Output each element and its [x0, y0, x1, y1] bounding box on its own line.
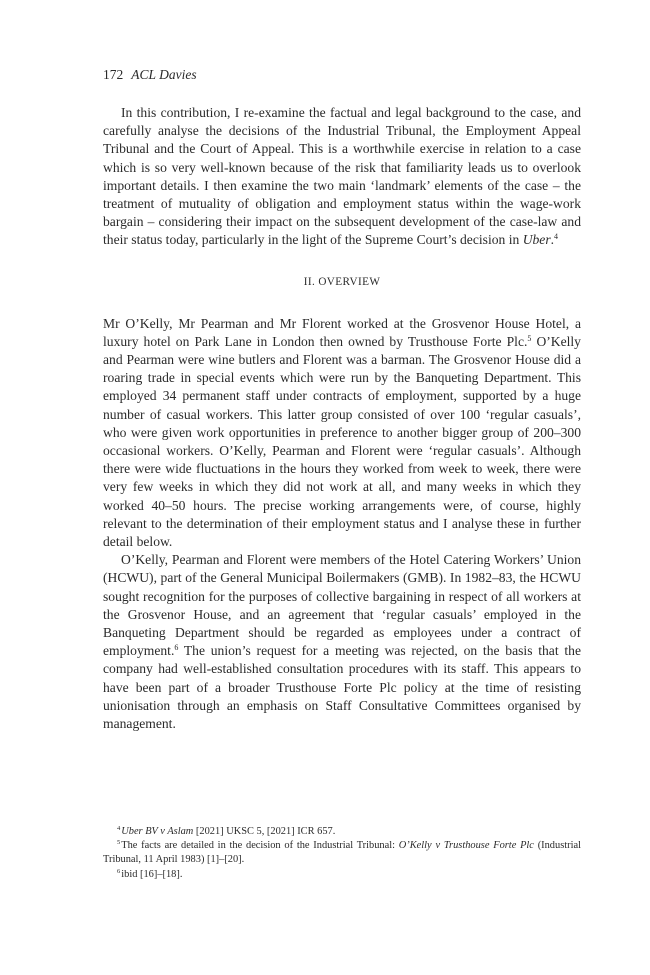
para2-text-b: The union’s request for a meeting was rejected, on the basis that the company had well-established consultation procedures with its staff. This appears to have been part of a broader Trusthouse Forte Plc policy at the time of resisting unionisation through an emphasis on Staff Consultative Committees organised by management. [103, 643, 581, 732]
overview-paragraph-2 [103, 551, 581, 733]
section-heading: II. OVERVIEW [303, 275, 381, 288]
footnote-4 [103, 825, 581, 839]
footnote-ref-5[interactable]: 5 [527, 333, 532, 343]
running-head-author: ACL Davies [131, 67, 197, 82]
intro-paragraph [103, 104, 581, 250]
body-text [103, 104, 581, 733]
page-number: 172 [103, 67, 124, 82]
footnote-text-continued: (Industrial Tribunal, 11 April 1983) [1]–[20]. [103, 840, 581, 866]
footnote-number: 4 [117, 825, 121, 832]
intro-case-name: Uber [522, 232, 551, 248]
footnote-case-name: O’Kelly v Trusthouse Forte Plc [398, 840, 534, 852]
intro-text: In this contribution, I re-examine the factual and legal background to the case, and carefully analyse the decisions of the Industrial Tribunal, the Employment Appeal Tribunal and the Court of Appeal. This is a worthwhile exercise in relation to a case which is so very well-known because of the risk that familiarity leads us to overlook important details. I then examine the two main ‘landmark’ elements of the case – the treatment of mutuality of obligation and employment status within the wage-work bargain – considering their impact on the subsequent development of the case-law and their status today, particularly in the light of the Supreme Court’s decision in [103, 105, 581, 248]
footnote-text: [2021] UKSC 5, [2021] ICR 657. [193, 826, 336, 837]
para1-text-a: Mr O’Kelly, Mr Pearman and Mr Florent worked at the Grosvenor House Hotel, a luxury hotel on Park Lane in London then owned by Trusthouse Forte Plc. [103, 315, 581, 349]
para2-text-a: O’Kelly, Pearman and Florent were members of the Hotel Catering Workers’ Union (HCWU), part of the General Municipal Boilermakers (GMB). In 1982–83, the HCWU sought recognition for the purposes of collective bargaining in respect of all workers at the Grosvenor House, and an agreement that ‘regular casuals’ employed in the Banqueting Department should be regarded as employees under a contract of employment. [103, 552, 581, 659]
running-head [103, 66, 197, 84]
overview-paragraph-1 [103, 315, 581, 552]
para1-text-b: O’Kelly and Pearman were wine butlers and Florent was a barman. The Grosvenor House did a roaring trade in special events which were run by the Banqueting Department. This employed 34 permanent staff under contracts of employment, supported by a huge number of casual workers. This latter group consisted of over 100 ‘regular casuals’, who were given work opportunities in preference to another bigger group of 200–300 occasional workers. O’Kelly, Pearman and Florent were ‘regular casuals’. Although there were wide fluctuations in the hours they worked from week to week, there were very few weeks in which they did not work at all, and many weeks in which they worked 40–50 hours. The precise working arrangements were, of course, highly relevant to the determination of their employment status and I analyse these in further detail below. [103, 333, 581, 550]
footnote-number: 5 [117, 839, 121, 847]
footnote-ref-6[interactable]: 6 [174, 643, 179, 653]
footnote-case-name: Uber BV v Aslam [121, 826, 194, 837]
footnote-text: The facts are detailed in the decision of the Industrial Tribunal: [121, 840, 399, 852]
footnote-5 [103, 839, 581, 867]
footnote-text: ibid [16]–[18]. [121, 868, 183, 880]
footnotes [103, 825, 581, 882]
footnote-number: 6 [117, 867, 121, 875]
intro-end: . [550, 232, 555, 248]
footnote-ref-4[interactable]: 4 [554, 232, 559, 242]
footnote-6 [103, 868, 581, 882]
